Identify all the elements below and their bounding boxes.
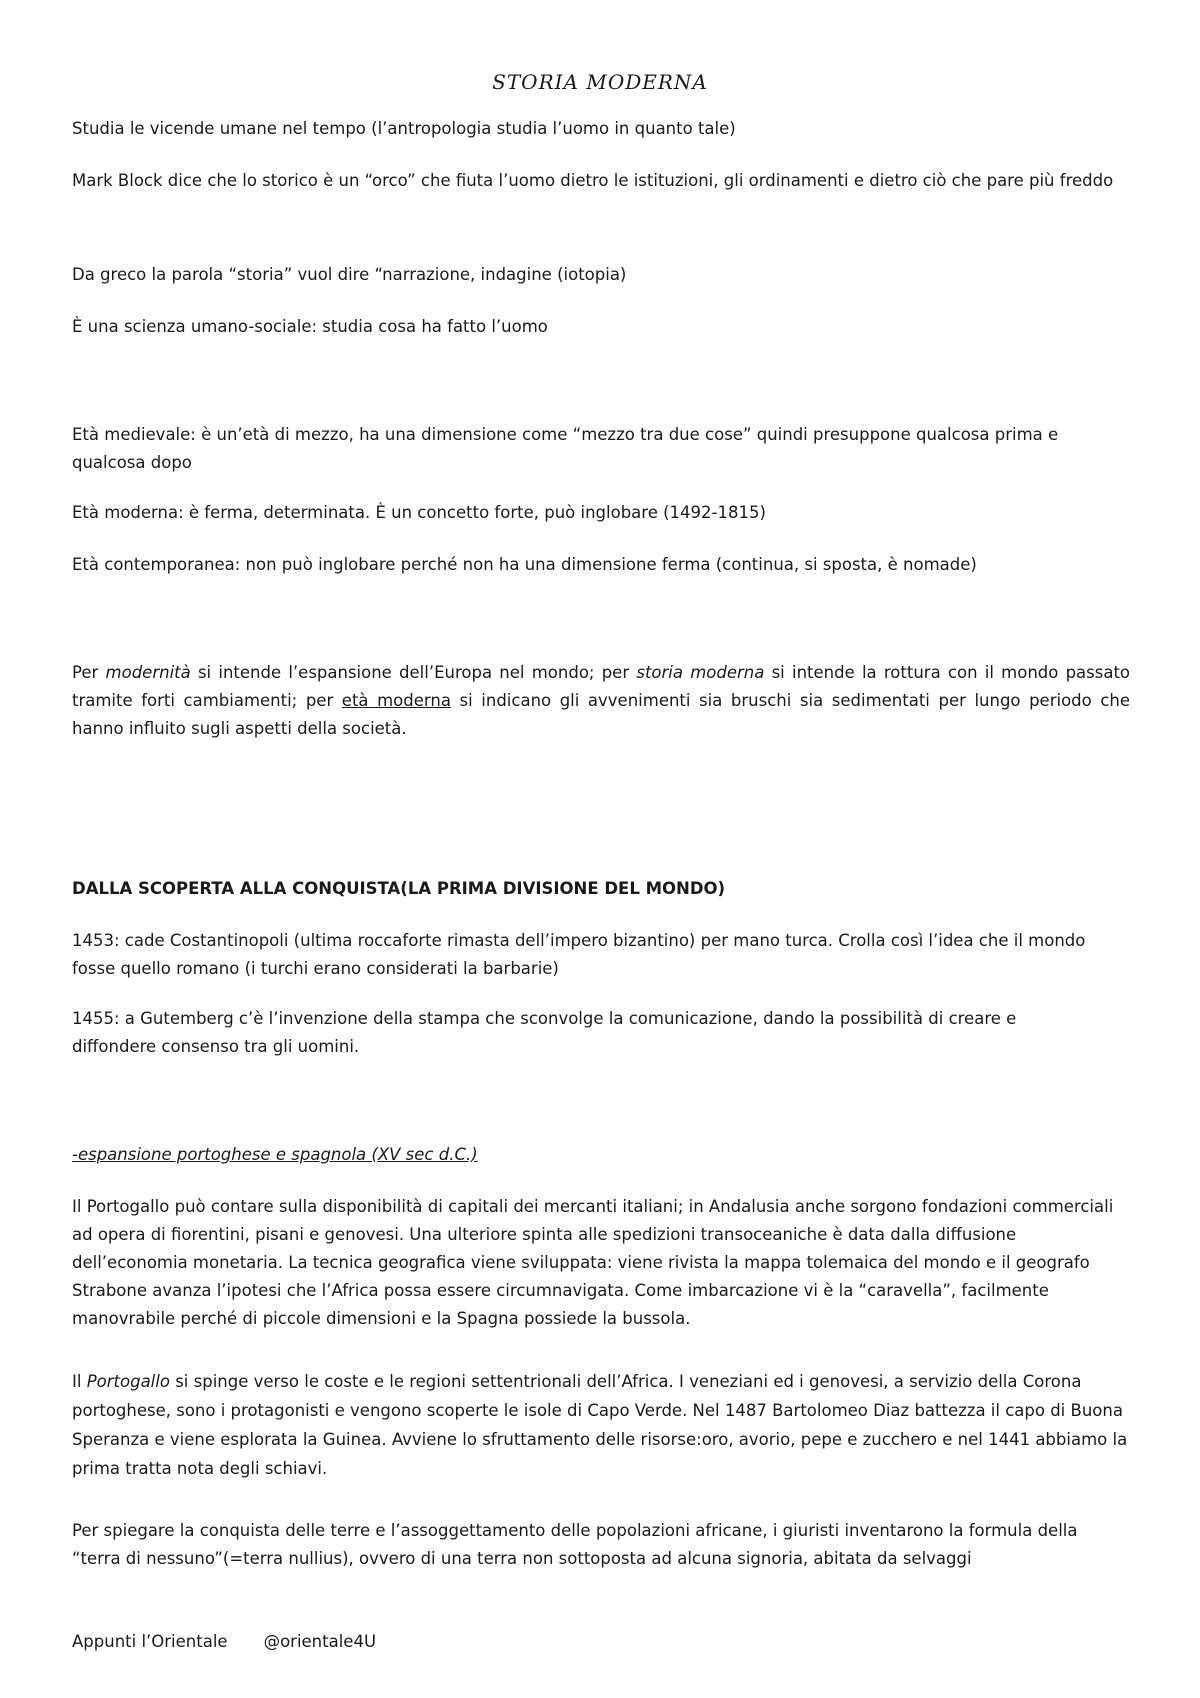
footer-handle: @orientale4U (263, 1632, 377, 1651)
paragraph-social-science: È una scienza umano-sociale: studia cosa ha fatto l’uomo (72, 317, 548, 336)
paragraph-portugal-capital: Il Portogallo può contare sulla disponibilità di capitali dei mercanti italiani; in Andalusia anche sorgono fondazioni commerciali ad opera di fiorentini, pisani e genovesi. Una ulteriore spinta alle spedizioni transoceaniche è data dalla diffusione dell’economia monetaria. La tecnica geografica viene sviluppata: viene rivista la mappa tolemaica del mondo e il geografo Strabone avanza l’ipotesi che l’Africa possa essere circumnavigata. Come imbarcazione vi è la “caravella”, facilmente manovrabile perché di piccole dimensioni e la Spagna possiede la bussola. (72, 1197, 1114, 1328)
footer-source: Appunti l’Orientale (72, 1632, 228, 1651)
paragraph-1455: 1455: a Gutemberg c’è l’invenzione della stampa che sconvolge la comunicazione, dando la possibilità di creare e diffondere consenso tra gli uomini. (72, 1009, 1017, 1056)
paragraph-contemporary-age: Età contemporanea: non può inglobare perché non ha una dimensione ferma (continua, si sposta, è nomade) (72, 555, 977, 574)
term-storia-moderna: storia moderna (636, 663, 765, 682)
paragraph-terra-nullius: Per spiegare la conquista delle terre e l’assoggettamento delle popolazioni africane, i giuristi inventarono la formula della “terra di nessuno”(=terra nullius), ovvero di una terra non sottoposta ad alcuna signoria, abitata da selvaggi (72, 1521, 1078, 1568)
paragraph-1453: 1453: cade Costantinopoli (ultima roccaforte rimasta dell’impero bizantino) per mano turca. Crolla così l’idea che il mondo fosse quello romano (i turchi erano considerati la barbarie) (72, 931, 1086, 978)
text-run: Per (72, 663, 106, 682)
text-run: si intende la rottura con il mondo passato tramite forti cambiamenti; per (72, 663, 1131, 710)
paragraph-modernity (72, 659, 1130, 743)
text-run: si intende l’espansione dell’Europa nel mondo; per (190, 663, 637, 682)
paragraph-portugal-africa (72, 1367, 1130, 1483)
text-run: si spinge verso le coste e le regioni settentrionali dell’Africa. I veneziani ed i genovesi, a servizio della Corona portoghese, sono i protagonisti e vengono scoperte le isole di Capo Verde. Nel 1487 Bartolomeo Diaz battezza il capo di Buona Speranza e viene esplorata la Guinea. Avviene lo sfruttamento delle risorse:oro, avorio, pepe e zucchero e nel 1441 abbiamo la prima tratta nota degli schiavi. (72, 1372, 1128, 1478)
term-modernita: modernità (105, 663, 191, 682)
paragraph-modern-age: Età moderna: è ferma, determinata. È un concetto forte, può inglobare (1492-1815) (72, 503, 766, 522)
document-title: STORIA MODERNA (492, 70, 708, 94)
page-footer (72, 1632, 376, 1651)
term-portogallo: Portogallo (86, 1372, 170, 1391)
paragraph-etymology: Da greco la parola “storia” vuol dire “narrazione, indagine (iotopia) (72, 265, 627, 284)
term-eta-moderna: età moderna (341, 691, 451, 710)
paragraph-mark-block: Mark Block dice che lo storico è un “orco” che fiuta l’uomo dietro le istituzioni, gli ordinamenti e dietro ciò che pare più freddo (72, 171, 1114, 190)
text-run: si indicano gli avvenimenti sia bruschi sia sedimentati per lungo periodo che hanno influito sugli aspetti della società. (72, 691, 1130, 738)
paragraph-medieval-age: Età medievale: è un’età di mezzo, ha una dimensione come “mezzo tra due cose” quindi presuppone qualcosa prima e qualcosa dopo (72, 425, 1059, 472)
section-heading-conquest: DALLA SCOPERTA ALLA CONQUISTA(LA PRIMA DIVISIONE DEL MONDO) (72, 879, 726, 898)
text-run: Il (72, 1372, 87, 1391)
paragraph-definition: Studia le vicende umane nel tempo (l’antropologia studia l’uomo in quanto tale) (72, 119, 736, 138)
section-heading-expansion: -espansione portoghese e spagnola (XV sec d.C.) (72, 1145, 478, 1164)
